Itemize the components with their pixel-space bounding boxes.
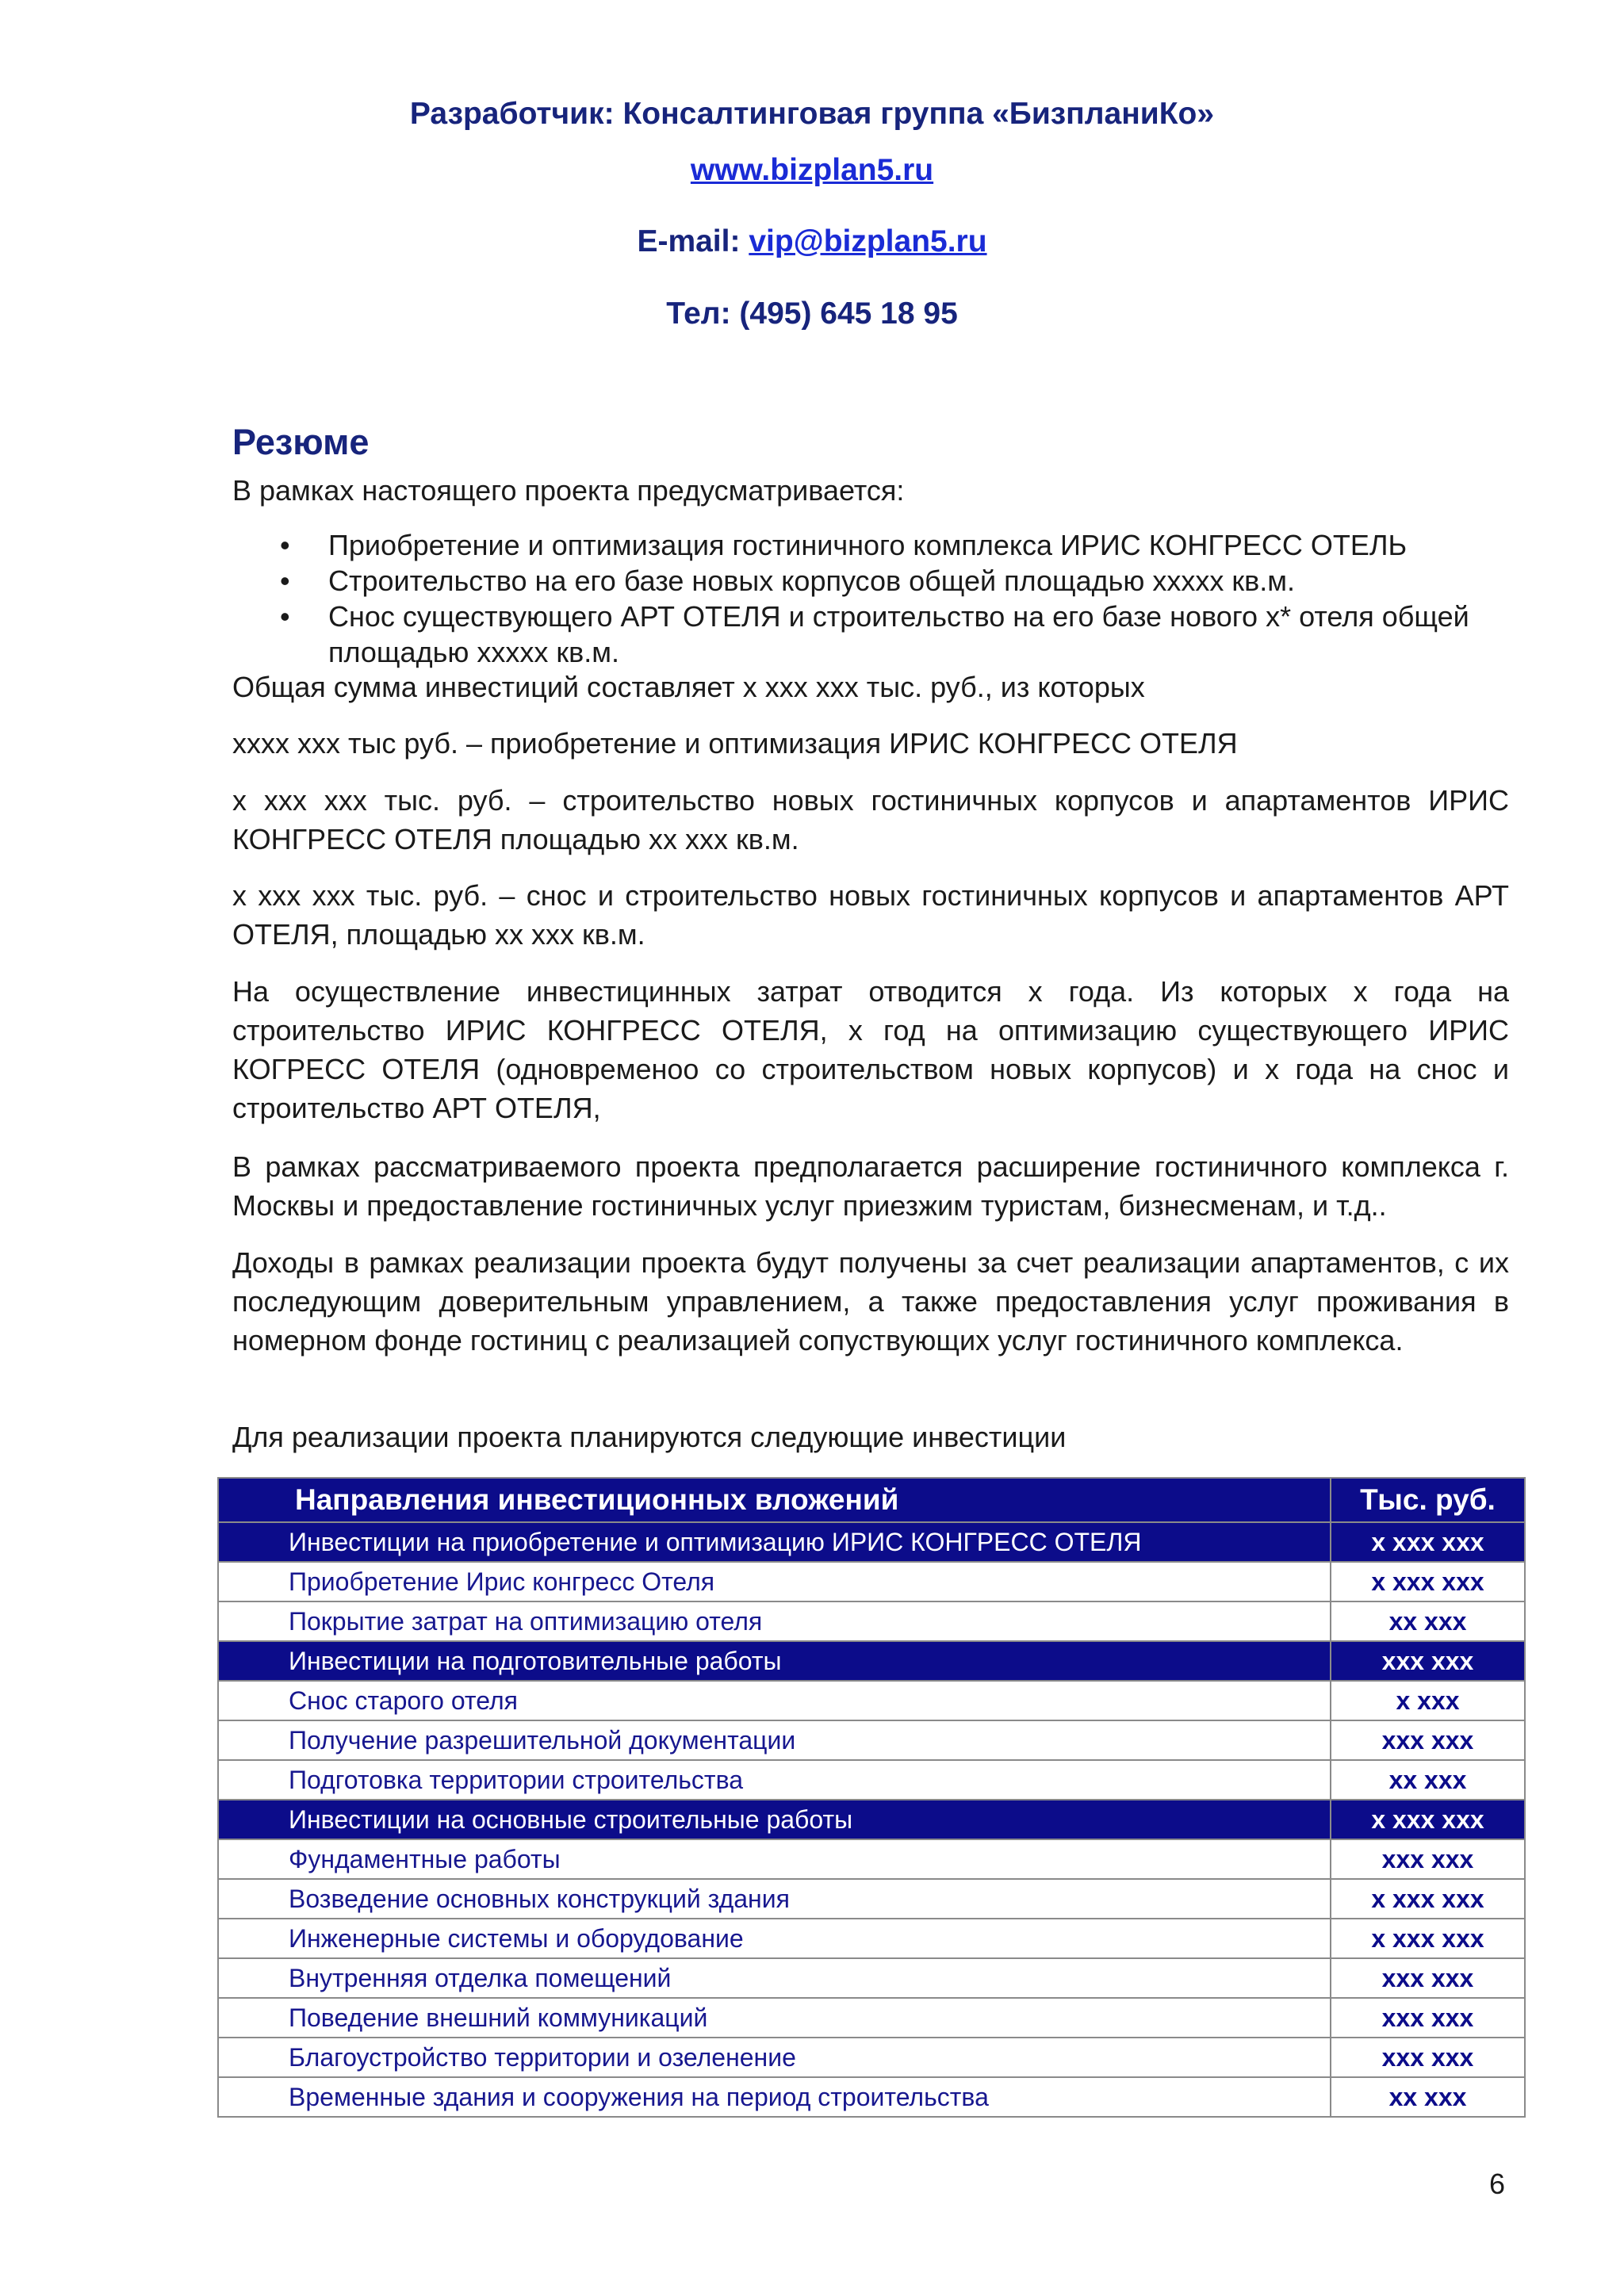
phone-line: Тел: (495) 645 18 95	[666, 297, 958, 331]
row-label: Покрытие затрат на оптимизацию отеля	[218, 1601, 1331, 1641]
list-item	[232, 599, 1509, 670]
website-link[interactable]: www.bizplan5.ru	[690, 153, 934, 187]
row-label: Инвестиции на приобретение и оптимизацию ИРИС КОНГРЕСС ОТЕЛЯ	[218, 1522, 1331, 1562]
row-label: Внутренняя отделка помещений	[218, 1958, 1331, 1998]
row-value: х ххх ххх	[1331, 1919, 1525, 1958]
table-row	[218, 1681, 1525, 1720]
row-label: Получение разрешительной документации	[218, 1720, 1331, 1760]
section-title: Резюме	[232, 422, 370, 462]
website-container	[0, 153, 1624, 188]
table-row	[218, 1839, 1525, 1879]
page-number: 6	[1489, 2168, 1506, 2200]
list-item	[232, 563, 1509, 599]
row-label: Поведение внешний коммуникаций	[218, 1998, 1331, 2038]
row-value: хх ххх	[1331, 2077, 1525, 2117]
list-item-text: Приобретение и оптимизация гостиничного комплекса ИРИС КОНГРЕСС ОТЕЛЬ	[328, 529, 1408, 561]
table-row	[218, 1522, 1525, 1562]
table-row	[218, 1562, 1525, 1601]
investments-intro: Для реализации проекта планируются следующие инвестиции	[232, 1421, 1067, 1453]
table-row	[218, 1998, 1525, 2038]
bullet-icon: •	[280, 564, 290, 597]
row-value: х ххх	[1331, 1681, 1525, 1720]
investment-table	[217, 1477, 1526, 2118]
intro-paragraph: В рамках настоящего проекта предусматривается:	[232, 474, 905, 507]
list-item-text: Снос существующего АРТ ОТЕЛЯ и строительство на его базе нового х* отеля общей площадью ххххх кв.м.	[328, 600, 1469, 668]
row-value: ххх ххх	[1331, 1958, 1525, 1998]
row-value: х ххх ххх	[1331, 1800, 1525, 1839]
total-investment-paragraph: Общая сумма инвестиций составляет х ххх ххх тыс. руб., из которых	[232, 671, 1145, 703]
row-label: Фундаментные работы	[218, 1839, 1331, 1879]
email-line	[0, 224, 1624, 259]
table-row	[218, 1800, 1525, 1839]
row-label: Инвестиции на основные строительные работы	[218, 1800, 1331, 1839]
investment-line-2: х ххх ххх тыс. руб. – строительство новых гостиничных корпусов и апартаментов ИРИС КОНГРЕСС ОТЕЛЯ площадью хх ххх кв.м.	[232, 784, 1509, 855]
table-row	[218, 1720, 1525, 1760]
header-unit: Тыс. руб.	[1331, 1478, 1525, 1522]
table-row	[218, 1760, 1525, 1800]
income-paragraph: Доходы в рамках реализации проекта будут получены за счет реализации апартаментов, с их последующим доверительным управлением, а также предоставления услуг проживания в номерном фонде гостиниц с реализацией сопуствующих услуг гостиничного комплекса.	[232, 1246, 1509, 1357]
table-row	[218, 1601, 1525, 1641]
row-value: х ххх ххх	[1331, 1562, 1525, 1601]
table-row	[218, 1919, 1525, 1958]
investment-line-1: хххх ххх тыс руб. – приобретение и оптимизация ИРИС КОНГРЕСС ОТЕЛЯ	[232, 727, 1238, 760]
row-label: Возведение основных конструкций здания	[218, 1879, 1331, 1919]
email-label: E-mail:	[637, 224, 741, 258]
row-label: Снос старого отеля	[218, 1681, 1331, 1720]
row-label: Инвестиции на подготовительные работы	[218, 1641, 1331, 1681]
bullet-list	[232, 527, 1509, 670]
row-value: ххх ххх	[1331, 1720, 1525, 1760]
table-header-row	[218, 1478, 1525, 1522]
table-row	[218, 1958, 1525, 1998]
developer-line: Разработчик: Консалтинговая группа «БизпланиКо»	[409, 97, 1215, 131]
row-value: х ххх ххх	[1331, 1879, 1525, 1919]
table-row	[218, 1641, 1525, 1681]
email-link[interactable]: vip@bizplan5.ru	[749, 224, 987, 258]
table-row	[218, 2077, 1525, 2117]
row-value: хх ххх	[1331, 1601, 1525, 1641]
bullet-icon: •	[280, 529, 290, 561]
row-label: Приобретение Ирис конгресс Отеля	[218, 1562, 1331, 1601]
bullet-icon: •	[280, 600, 290, 633]
row-value: хх ххх	[1331, 1760, 1525, 1800]
row-value: ххх ххх	[1331, 1839, 1525, 1879]
row-value: ххх ххх	[1331, 2038, 1525, 2077]
header-direction: Направления инвестиционных вложений	[218, 1478, 1331, 1522]
table-row	[218, 2038, 1525, 2077]
row-label: Инженерные системы и оборудование	[218, 1919, 1331, 1958]
row-value: х ххх ххх	[1331, 1522, 1525, 1562]
list-item	[232, 527, 1509, 563]
expansion-paragraph: В рамках рассматриваемого проекта предполагается расширение гостиничного комплекса г. Москвы и предоставление гостиничных услуг приезжим туристам, бизнесменам, и т.д..	[232, 1150, 1509, 1222]
timeline-paragraph: На осуществление инвестицинных затрат отводится х года. Из которых х года на строительство ИРИС КОНГРЕСС ОТЕЛЯ, х год на оптимизацию существующего ИРИС КОГРЕСС ОТЕЛЯ (одновременоо со строительством новых корпусов) и х года на снос и строительство АРТ ОТЕЛЯ,	[232, 975, 1509, 1124]
list-item-text: Строительство на его базе новых корпусов общей площадью ххххх кв.м.	[328, 564, 1296, 597]
row-label: Временные здания и сооружения на период строительства	[218, 2077, 1331, 2117]
row-value: ххх ххх	[1331, 1641, 1525, 1681]
table-row	[218, 1879, 1525, 1919]
row-label: Благоустройство территории и озеленение	[218, 2038, 1331, 2077]
row-label: Подготовка территории строительства	[218, 1760, 1331, 1800]
investment-line-3: х ххх ххх тыс. руб. – снос и строительство новых гостиничных корпусов и апартаментов АРТ ОТЕЛЯ, площадью хх ххх кв.м.	[232, 879, 1509, 951]
row-value: ххх ххх	[1331, 1998, 1525, 2038]
